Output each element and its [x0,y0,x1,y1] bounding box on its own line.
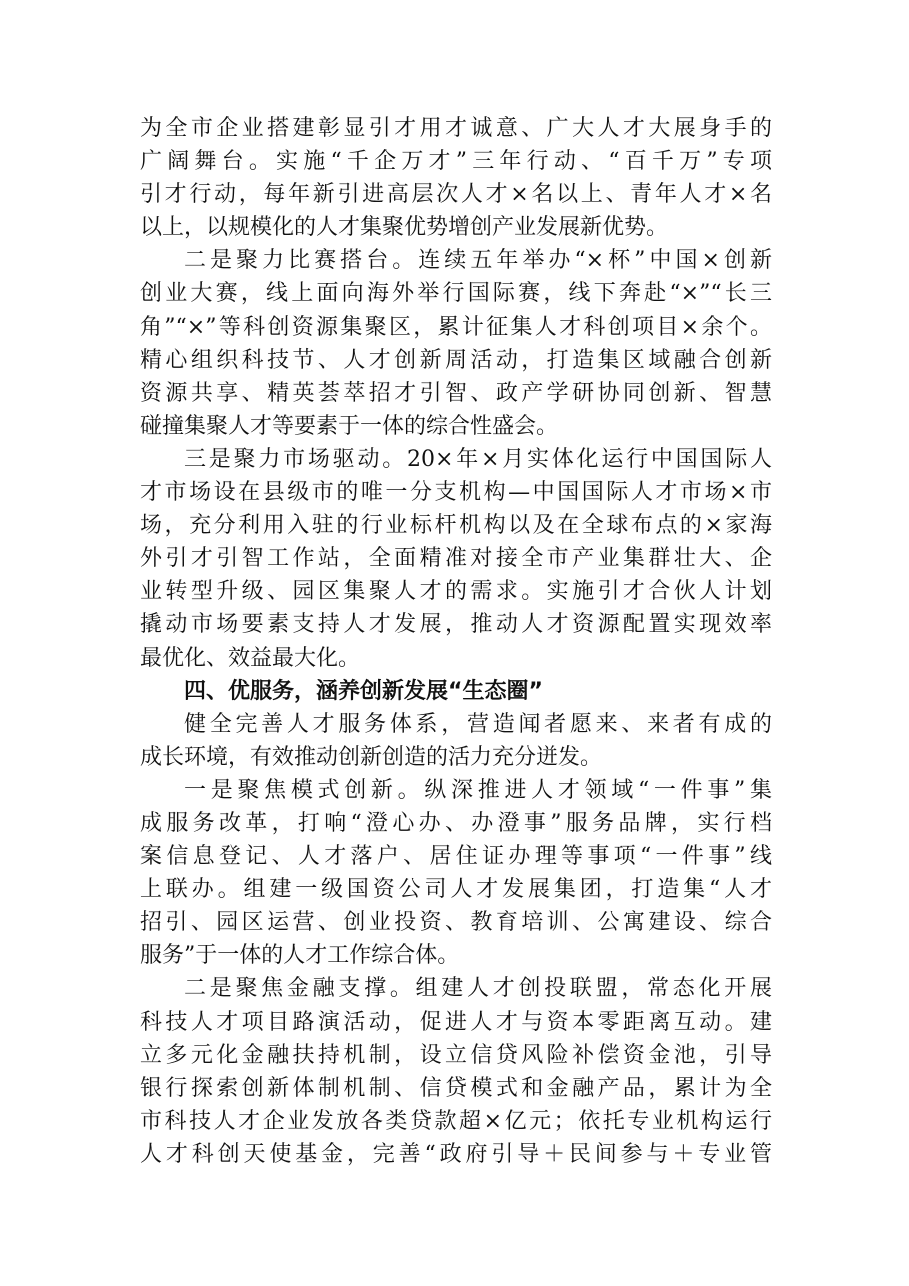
paragraph [140,774,772,973]
text-line: 招引、园区运营、创业投资、教育培训、公寓建设、综合 [140,910,772,936]
text-line: 创业大赛，线上面向海外举行国际赛，线下奔赴“×”“长三 [140,281,772,307]
paragraph [140,443,772,675]
text-line: 案信息登记、人才落户、居住证办理等事项“一件事”线 [140,844,772,870]
text-line: 最优化、效益最大化。 [140,645,361,671]
paragraph [140,244,772,443]
text-line: 碰撞集聚人才等要素于一体的综合性盛会。 [140,413,559,439]
text-line: 科技人才项目路演活动，促进人才与资本零距离互动。建 [140,1009,772,1035]
text-line: 银行探索创新体制机制、信贷模式和金融产品，累计为全 [140,1075,772,1101]
paragraph [140,112,772,244]
text-line: 一是聚焦模式创新。纵深推进人才领域“一件事”集 [184,777,772,803]
section-heading [140,675,772,708]
text-line: 人才科创天使基金，完善“政府引导＋民间参与＋专业管 [140,1141,772,1167]
text-line: 引才行动，每年新引进高层次人才×名以上、青年人才×名 [140,182,772,208]
text-line: 市科技人才企业发放各类贷款超×亿元；依托专业机构运行 [140,1108,772,1134]
paragraph [140,972,772,1171]
text-line: 精心组织科技节、人才创新周活动，打造集区域融合创新 [140,347,772,373]
text-line: 上联办。组建一级国资公司人才发展集团，打造集“人才 [140,877,772,903]
text-line: 场，充分利用入驻的行业标杆机构以及在全球布点的×家海 [140,513,772,539]
paragraph [140,708,772,774]
document-page [140,112,772,1171]
text-line: 服务”于一体的人才工作综合体。 [140,943,460,969]
heading-text: 四、优服务，涵养创新发展“生态圈” [184,678,543,704]
text-line: 三是聚力市场驱动。20×年×月实体化运行中国国际人 [184,446,772,472]
text-line: 成服务改革，打响“澄心办、办澄事”服务品牌，实行档 [140,810,772,836]
text-line: 撬动市场要素支持人才发展，推动人才资源配置实现效率 [140,612,772,638]
text-line: 健全完善人才服务体系，营造闻者愿来、来者有成的 [184,711,772,737]
text-line: 广阔舞台。实施“千企万才”三年行动、“百千万”专项 [140,149,772,175]
text-line: 二是聚力比赛搭台。连续五年举办“×杯”中国×创新 [184,248,772,274]
text-line: 二是聚焦金融支撑。组建人才创投联盟，常态化开展 [184,976,772,1002]
text-line: 以上，以规模化的人才集聚优势增创产业发展新优势。 [140,215,669,241]
text-line: 角”“×”等科创资源集聚区，累计征集人才科创项目×余个。 [140,314,772,340]
text-line: 业转型升级、园区集聚人才的需求。实施引才合伙人计划 [140,579,772,605]
text-line: 外引才引智工作站，全面精准对接全市产业集群壮大、企 [140,546,772,572]
text-line: 立多元化金融扶持机制，设立信贷风险补偿资金池，引导 [140,1042,772,1068]
text-line: 为全市企业搭建彰显引才用才诚意、广大人才大展身手的 [140,116,772,141]
text-line: 成长环境，有效推动创新创造的活力充分迸发。 [140,744,603,770]
text-line: 资源共享、精英荟萃招才引智、政产学研协同创新、智慧 [140,380,772,406]
text-line: 才市场设在县级市的唯一分支机构—中国国际人才市场×市 [140,480,772,506]
